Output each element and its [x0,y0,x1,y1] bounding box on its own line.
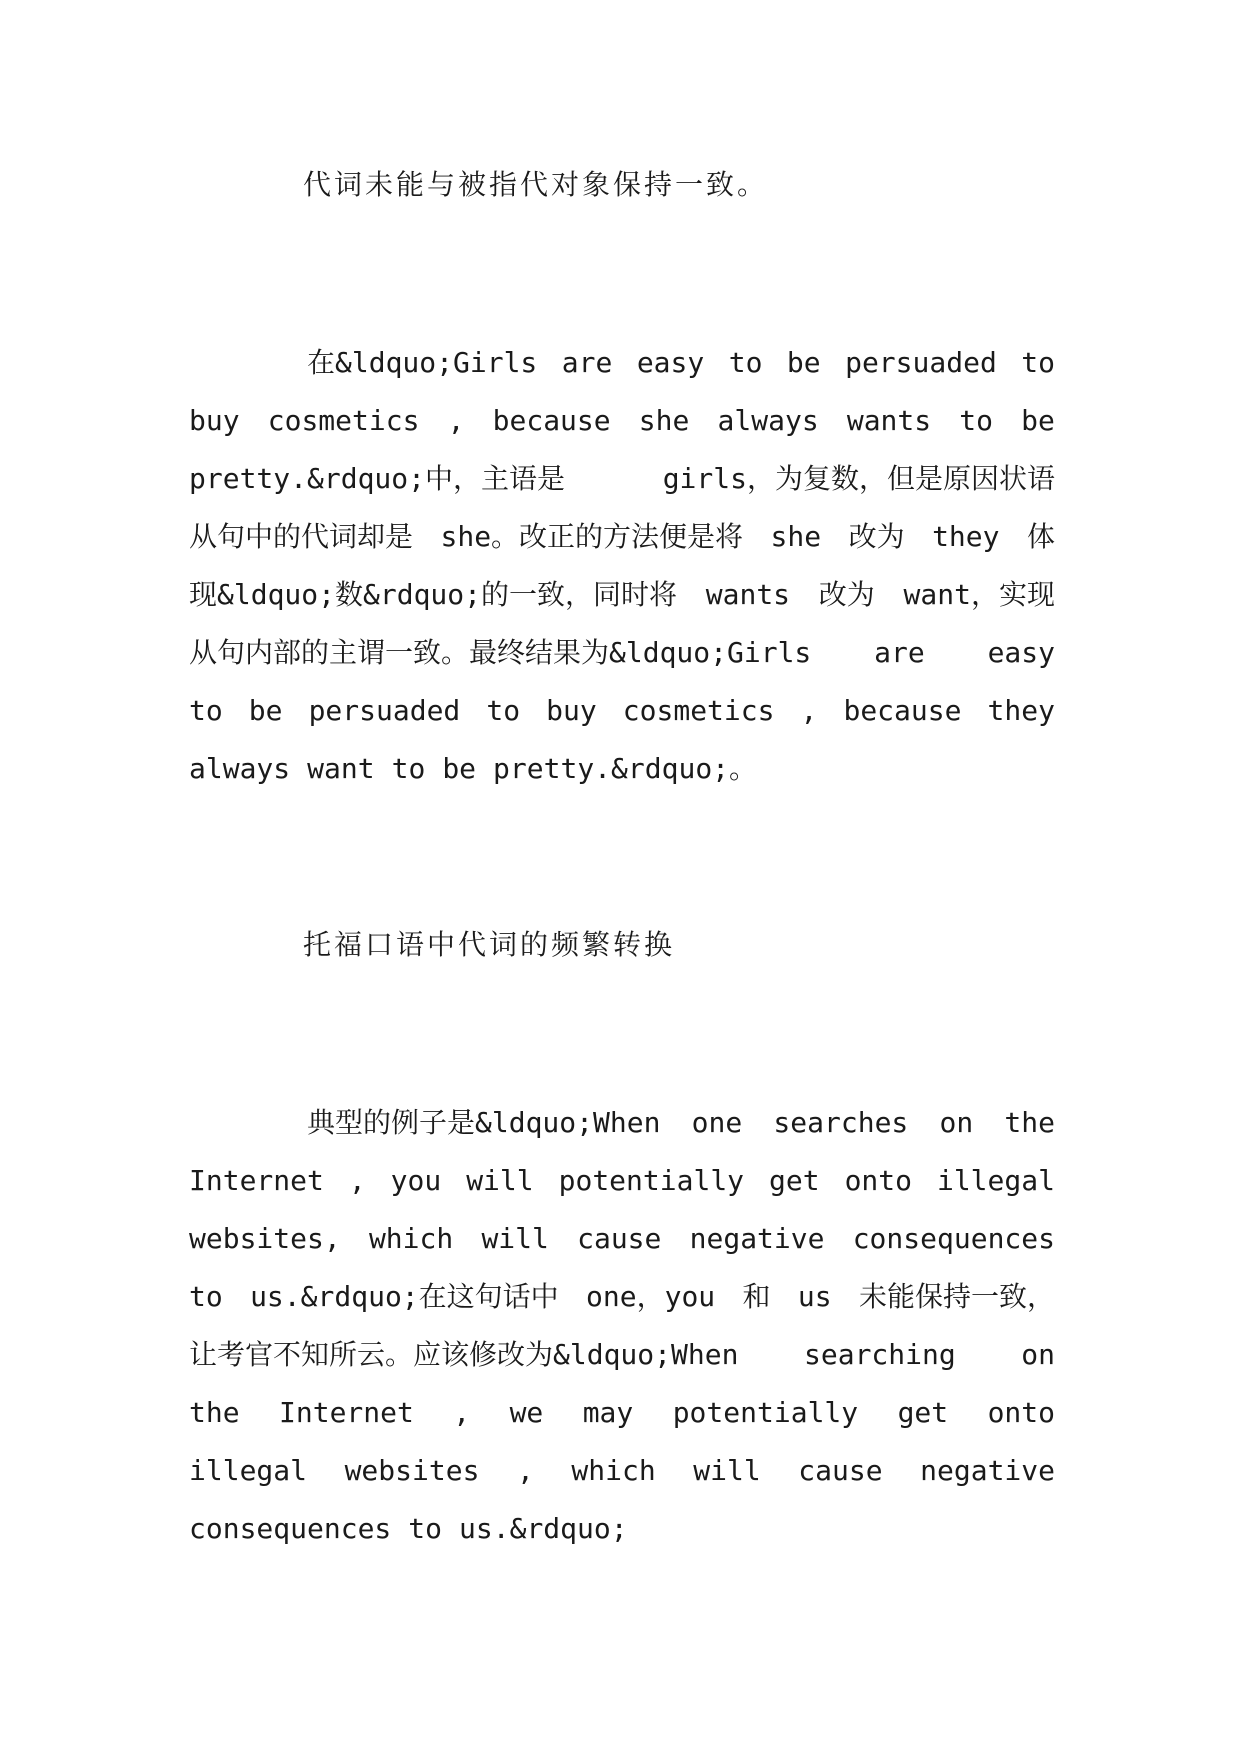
text-word: to [391,752,426,785]
text-word: cosmetics [267,404,420,437]
text-word: us.&rdquo;在这句话中 [250,1280,559,1313]
text-line [189,1326,1055,1384]
text-word: are [561,346,613,379]
text-word: on [1021,1338,1055,1371]
text-word: to [408,1512,443,1545]
text-word: Internet [279,1396,414,1429]
text-word: want，实现 [903,578,1055,611]
section-heading-pronoun-agreement: 代词未能与被指代对象保持一致。 [303,168,769,201]
text-word: negative [689,1222,825,1255]
text-word: we [509,1396,544,1429]
text-word: she [638,404,690,437]
text-word: Internet [189,1164,324,1197]
text-word: persuaded [845,346,997,379]
text-word: onto [987,1396,1055,1429]
text-word: you [390,1164,442,1197]
text-line [189,1268,1055,1326]
text-word: cosmetics [622,694,775,727]
text-word: always [189,752,291,785]
text-line [189,334,1055,392]
text-word: which [571,1454,656,1487]
text-word: potentially [558,1164,745,1197]
text-line [189,624,1055,682]
paragraph-internet-example [189,1094,1055,1558]
text-word: because [843,694,962,727]
text-word: get [769,1164,820,1197]
text-word: consequences [852,1222,1055,1255]
text-line [189,1384,1055,1442]
text-word: always [717,404,819,437]
text-word: , [348,1164,366,1197]
text-word: they [932,520,1000,553]
text-word: 改为 [818,578,875,611]
text-word: potentially [672,1396,859,1429]
text-word: she。改正的方法便是将 [440,520,744,553]
text-word: to [728,346,763,379]
text-word: cause [577,1222,662,1255]
text-line [189,1210,1055,1268]
text-word: , [800,694,818,727]
text-word: consequences [189,1512,392,1545]
text-word: one [691,1106,743,1139]
text-word: girls，为复数，但是原因状语 [662,462,1055,495]
text-word: the [189,1396,240,1429]
text-line [189,566,1055,624]
text-word: , [447,404,465,437]
text-word: wants [705,578,791,611]
text-word: 和 [742,1280,771,1313]
text-line [189,1442,1055,1500]
text-word: get [897,1396,949,1429]
text-word: easy [987,636,1055,669]
text-word: to [189,1280,223,1313]
text-word: 现&ldquo;数&rdquo;的一致，同时将 [189,578,678,611]
text-word: buy [189,404,240,437]
paragraph-girls-example [189,334,1055,798]
text-word: will [693,1454,761,1487]
text-word: on [939,1106,974,1139]
text-word: 让考官不知所云。应该修改为&ldquo;When [189,1338,739,1371]
text-word: 未能保持一致， [858,1280,1055,1313]
text-word: will [481,1222,549,1255]
text-word: to [189,694,223,727]
text-word: easy [636,346,705,379]
text-word: us [797,1280,832,1313]
text-word: to [1021,346,1055,379]
text-word: one，you [586,1280,716,1313]
text-word: searching [804,1338,956,1371]
text-line [189,740,1055,798]
text-word: illegal [189,1454,308,1487]
text-word: websites [344,1454,480,1487]
text-word: 从句内部的主谓一致。最终结果为&ldquo;Girls [189,636,812,669]
text-word: websites, [189,1222,341,1255]
text-word: want [307,752,375,785]
text-word: they [987,694,1055,727]
text-word: 在&ldquo;Girls [307,346,538,379]
text-word: will [466,1164,534,1197]
text-word: illegal [936,1164,1055,1197]
text-word: because [492,404,611,437]
text-word: 体 [1026,520,1055,553]
text-word: be [786,346,821,379]
text-line [189,392,1055,450]
text-line [189,682,1055,740]
text-word: cause [798,1454,883,1487]
text-word: buy [546,694,597,727]
text-word: are [874,636,925,669]
text-word: searches [773,1106,909,1139]
text-word: she [770,520,822,553]
text-word: negative [920,1454,1055,1487]
text-word: which [368,1222,454,1255]
text-word: be [442,752,477,785]
text-word: wants [846,404,932,437]
text-word: pretty.&rdquo;。 [493,752,758,785]
text-word: onto [844,1164,912,1197]
text-line [189,450,1055,508]
text-word: may [582,1396,634,1429]
text-word: 改为 [848,520,905,553]
section-heading-pronoun-shift: 托福口语中代词的频繁转换 [303,928,676,961]
text-word: , [453,1396,471,1429]
text-line [189,1152,1055,1210]
text-word: be [1021,404,1055,437]
text-word: the [1004,1106,1055,1139]
text-word: us.&rdquo; [459,1512,628,1545]
text-word: persuaded [308,694,461,727]
text-line [189,1094,1055,1152]
text-word: , [517,1454,534,1487]
text-word: 典型的例子是&ldquo;When [307,1106,661,1139]
text-word: pretty.&rdquo;中，主语是 [189,462,566,495]
text-line [189,1500,1055,1558]
text-word: 从句中的代词却是 [189,520,414,553]
text-line [189,508,1055,566]
text-word: to [486,694,521,727]
text-word: to [959,404,994,437]
text-word: be [248,694,283,727]
